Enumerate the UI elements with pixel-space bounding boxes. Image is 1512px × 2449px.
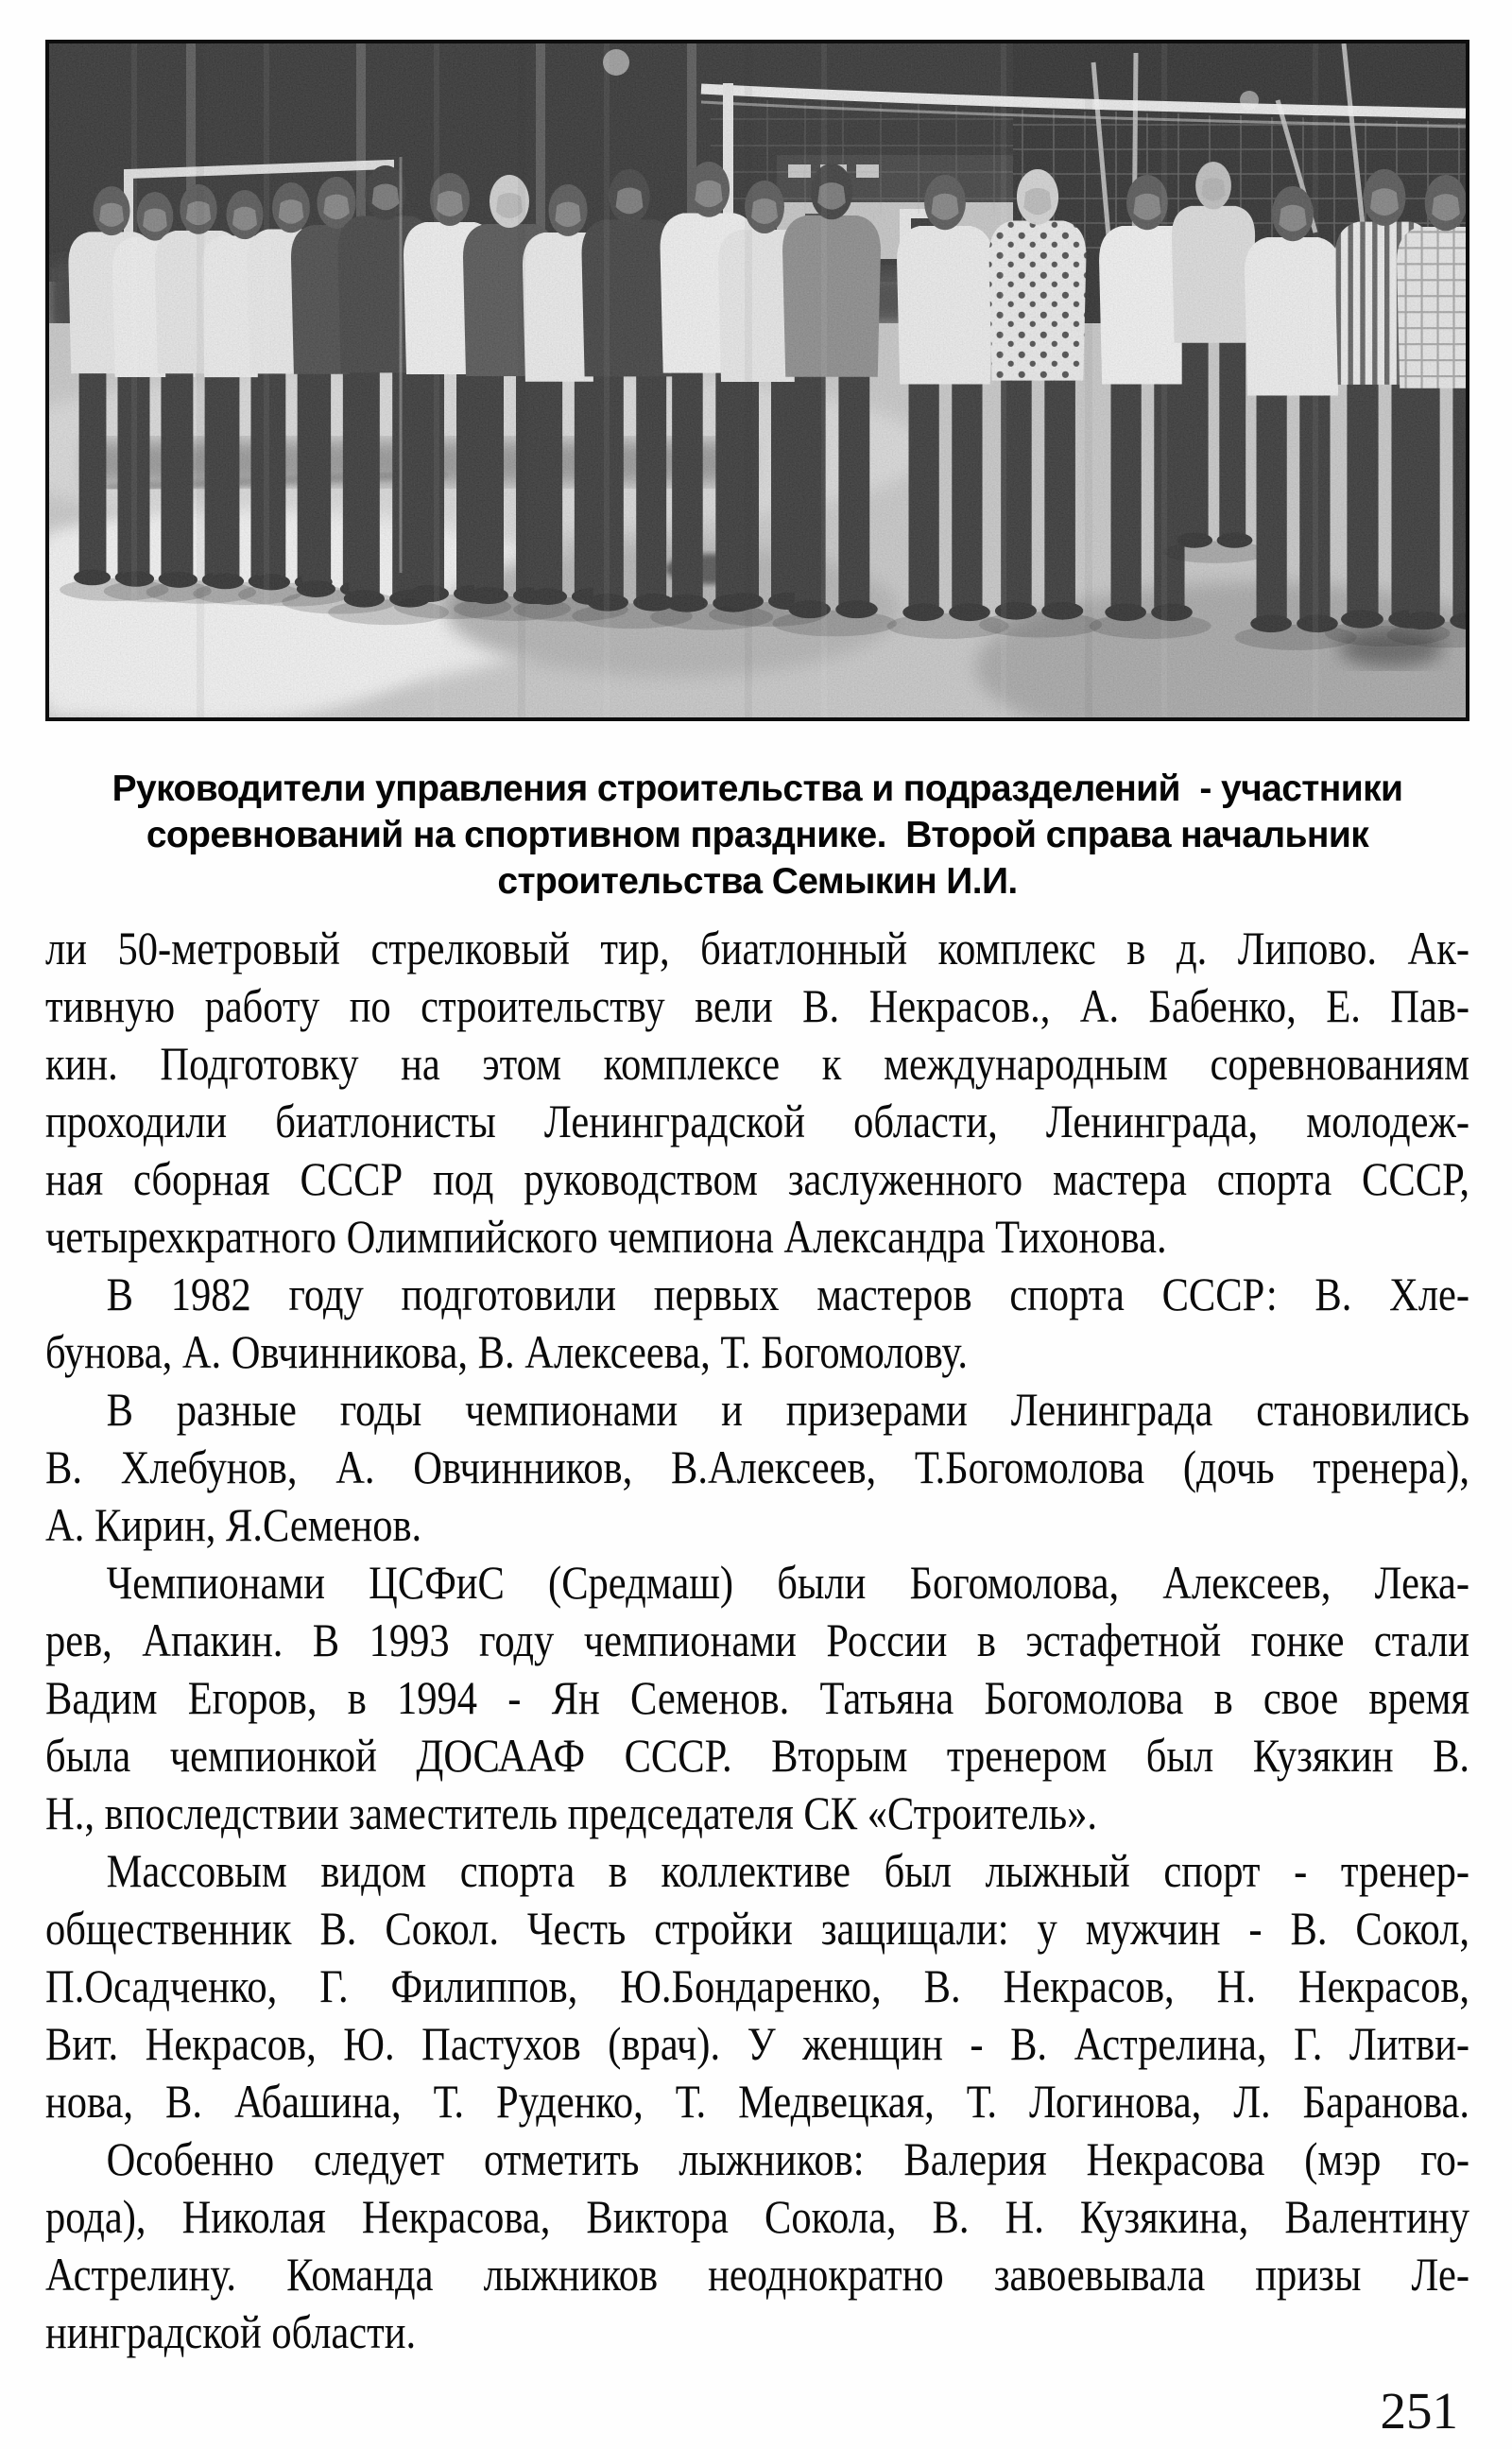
body-text-line: Астрелину. Команда лыжников неоднократно завоевывала призы Ле- (45, 2248, 1470, 2301)
body-text-line: В разные годы чемпионами и призерами Ленинграда становились (106, 1383, 1470, 1436)
body-text-line: была чемпионкой ДОСААФ СССР. Вторым тренером был Кузякин В. (45, 1729, 1470, 1782)
body-text-line: рев, Апакин. В 1993 году чемпионами России в эстафетной гонке стали (45, 1613, 1470, 1666)
body-text-line: рода), Николая Некрасова, Виктора Сокола, В. Н. Кузякина, Валентину (45, 2190, 1470, 2243)
body-text-line: Массовым видом спорта в коллективе был лыжный спорт - тренер- (106, 1844, 1470, 1897)
photo-caption (45, 766, 1469, 905)
body-text-line: ли 50-метровый стрелковый тир, биатлонный комплекс в д. Липово. Ак- (45, 922, 1470, 974)
body-text-line: тивную работу по строительству вели В. Некрасов., А. Бабенко, Е. Пав- (45, 979, 1470, 1032)
body-text-line: проходили биатлонисты Ленинградской области, Ленинграда, молодеж- (45, 1095, 1470, 1147)
photo-illustration (49, 43, 1466, 717)
body-text-line: кин. Подготовку на этом комплексе к международным соревнованиям (45, 1037, 1470, 1090)
body-text-line: Вит. Некрасов, Ю. Пастухов (врач). У женщин - В. Астрелина, Г. Литви- (45, 2017, 1470, 2070)
photo-caption-line: строительства Семыкин И.И. (497, 861, 1018, 902)
film-grain (49, 43, 1466, 717)
body-text (45, 920, 1469, 2361)
body-text-line: ная сборная СССР под руководством заслуженного мастера спорта СССР, (45, 1152, 1470, 1205)
body-text-line: нинградской области. (45, 2305, 417, 2358)
body-text-line: общественник В. Сокол. Честь стройки защищали: у мужчин - В. Сокол, (45, 1902, 1470, 1955)
body-text-line: бунова, А. Овчинникова, В. Алексеева, Т. Богомолову. (45, 1325, 969, 1378)
body-text-line: четырехкратного Олимпийского чемпиона Александра Тихонова. (45, 1210, 1167, 1263)
group-photo (45, 40, 1469, 721)
body-text-line: Вадим Егоров, в 1994 - Ян Семенов. Татьяна Богомолова в свое время (45, 1671, 1470, 1724)
photo-caption-line: соревнований на спортивном празднике. Второй справа начальник (146, 815, 1369, 855)
body-text-line: Н., впоследствии заместитель председателя СК «Строитель». (45, 1786, 1098, 1839)
body-text-line: нова, В. Абашина, Т. Руденко, Т. Медвецкая, Т. Логинова, Л. Баранова. (45, 2075, 1470, 2128)
body-text-line: В. Хлебунов, А. Овчинников, В.Алексеев, Т.Богомолова (дочь тренера), (45, 1440, 1470, 1493)
body-text-line: А. Кирин, Я.Семенов. (45, 1498, 422, 1551)
body-text-line: Особенно следует отметить лыжников: Валерия Некрасова (мэр го- (106, 2132, 1470, 2185)
page-number: 251 (1380, 2382, 1458, 2440)
body-text-line: Чемпионами ЦСФиС (Средмаш) были Богомолова, Алексеев, Лека- (106, 1556, 1470, 1609)
photo-caption-line: Руководители управления строительства и подразделений - участники (112, 768, 1403, 809)
body-text-line: В 1982 году подготовили первых мастеров спорта СССР: В. Хле- (106, 1268, 1470, 1320)
body-text-line: П.Осадченко, Г. Филиппов, Ю.Бондаренко, В. Некрасов, Н. Некрасов, (45, 1959, 1470, 2012)
